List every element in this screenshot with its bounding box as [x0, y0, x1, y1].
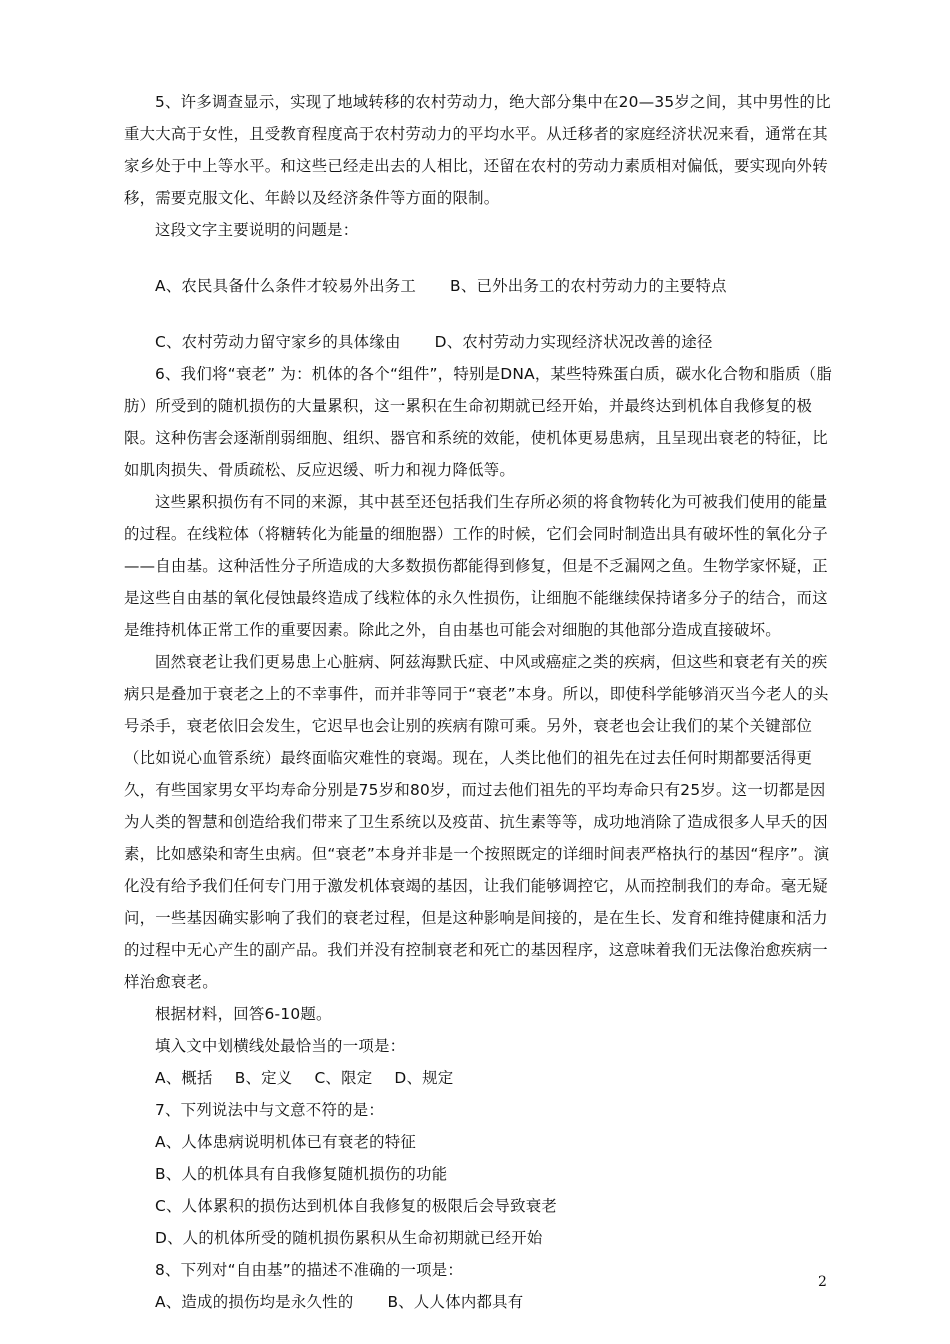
- q6-option-c[interactable]: C、限定: [314, 1069, 373, 1087]
- q5-option-b[interactable]: B、已外出务工的农村劳动力的主要特点: [450, 277, 727, 295]
- q6-question: 填入文中划横线处最恰当的一项是：: [155, 1037, 406, 1055]
- q6-option-d[interactable]: D、规定: [394, 1069, 454, 1087]
- q7-option-d[interactable]: D、人的机体所受的随机损伤累积从生命初期就已经开始: [155, 1229, 543, 1247]
- passage-paragraph-2: 这些累积损伤有不同的来源，其中甚至还包括我们生存所必须的将食物转化为可被我们使用的能量的过程。在线粒体（将糖转化为能量的细胞器）工作的时候，它们会同时制造出具有破坏性的氧化分子——自由基。这种活性分子所造成的大多数损伤都能得到修复，但是不乏漏网之鱼。生物学家怀疑，正是这些自由基的氧化侵蚀最终造成了线粒体的永久性损伤，让细胞不能继续保持诸多分子的结合，而这是维持机体正常工作的重要因素。除此之外，自由基也可能会对细胞的其他部分造成直接破坏。: [124, 493, 828, 639]
- q5-passage: 5、许多调查显示，实现了地域转移的农村劳动力，绝大部分集中在20—35岁之间，其中男性的比重大大高于女性，且受教育程度高于农村劳动力的平均水平。从迁移者的家庭经济状况来看，通常在其家乡处于中上等水平。和这些已经走出去的人相比，还留在农村的劳动力素质相对偏低，要实现向外转移，需要克服文化、年龄以及经济条件等方面的限制。: [124, 93, 831, 207]
- q5-options-row-1: [124, 270, 834, 302]
- passage-paragraph-1: 6、我们将“衰老” 为：机体的各个“组件”，特别是DNA，某些特殊蛋白质，碳水化合物和脂质（脂肪）所受到的随机损伤的大量累积，这一累积在生命初期就已经开始，并最终达到机体自我修复的极限。这种伤害会逐渐削弱细胞、组织、器官和系统的效能，使机体更易患病，且呈现出衰老的特征，比如肌肉损失、骨质疏松、反应迟缓、听力和视力降低等。: [124, 365, 833, 479]
- q6-option-b[interactable]: B、定义: [234, 1069, 293, 1087]
- page-content: [124, 86, 834, 1318]
- q8-option-a[interactable]: A、造成的损伤均是永久性的: [155, 1293, 354, 1311]
- q8-options: [124, 1286, 834, 1318]
- q7-question: 7、下列说法中与文意不符的是：: [155, 1101, 385, 1119]
- q5-option-d[interactable]: D、农村劳动力实现经济状况改善的途径: [434, 333, 713, 351]
- instruction: 根据材料，回答6-10题。: [155, 1005, 332, 1023]
- q5-options-row-2: [124, 326, 834, 358]
- q7-option-b[interactable]: B、人的机体具有自我修复随机损伤的功能: [155, 1165, 448, 1183]
- q7-option-c[interactable]: C、人体累积的损伤达到机体自我修复的极限后会导致衰老: [155, 1197, 558, 1215]
- q7-option-a[interactable]: A、人体患病说明机体已有衰老的特征: [155, 1133, 417, 1151]
- q6-option-a[interactable]: A、概括: [155, 1069, 213, 1087]
- q8-question: 8、下列对“自由基”的描述不准确的一项是：: [155, 1261, 464, 1279]
- passage-paragraph-3: 固然衰老让我们更易患上心脏病、阿兹海默氏症、中风或癌症之类的疾病，但这些和衰老有关的疾病只是叠加于衰老之上的不幸事件，而并非等同于“衰老”本身。所以，即使科学能够消灭当今老人的头号杀手，衰老依旧会发生，它迟早也会让别的疾病有隙可乘。另外，衰老也会让我们的某个关键部位（比如说心血管系统）最终面临灾难性的衰竭。现在，人类比他们的祖先在过去任何时期都要活得更久，有些国家男女平均寿命分别是75岁和80岁，而过去他们祖先的平均寿命只有25岁。这一切都是因为人类的智慧和创造给我们带来了卫生系统以及疫苗、抗生素等等，成功地消除了造成很多人早夭的因素，比如感染和寄生虫病。但“衰老”本身并非是一个按照既定的详细时间表严格执行的基因“程序”。演化没有给予我们任何专门用于激发机体衰竭的基因，让我们能够调控它，从而控制我们的寿命。毫无疑问，一些基因确实影响了我们的衰老过程，但是这种影响是间接的，是在生长、发育和维持健康和活力的过程中无心产生的副产品。我们并没有控制衰老和死亡的基因程序，这意味着我们无法像治愈疾病一样治愈衰老。: [124, 653, 830, 991]
- q5-option-a[interactable]: A、农民具备什么条件才较易外出务工: [155, 277, 417, 295]
- q5-option-c[interactable]: C、农村劳动力留守家乡的具体缘由: [155, 333, 401, 351]
- page-number: 2: [818, 1274, 827, 1290]
- q6-options: [124, 1062, 834, 1094]
- q5-question: 这段文字主要说明的问题是：: [155, 221, 359, 239]
- q8-option-b[interactable]: B、人人体内都具有: [387, 1293, 524, 1311]
